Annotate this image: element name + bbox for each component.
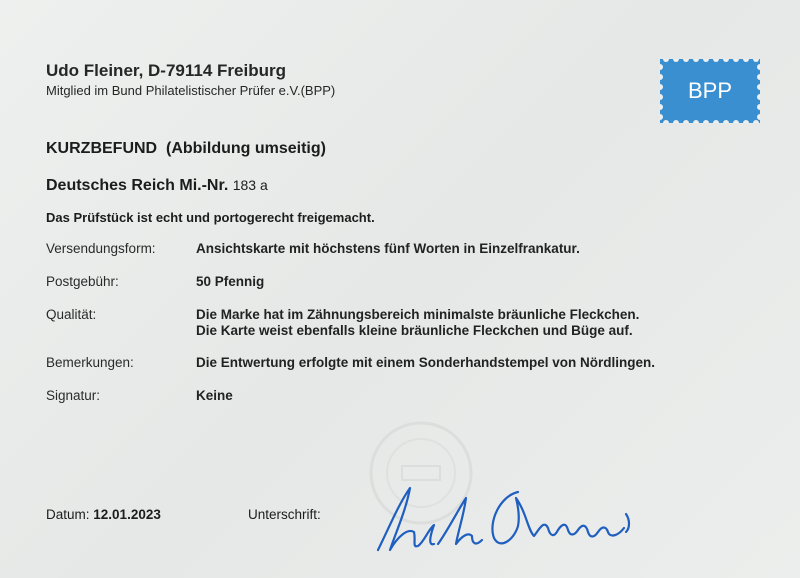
issuer-name: Udo Fleiner, D-79114 Freiburg <box>46 61 286 80</box>
issuer-membership: Mitglied im Bund Philatelistischer Prüfer e.V.(BPP) <box>46 83 336 98</box>
field-label-qualitaet: Qualität: <box>46 307 97 322</box>
date-label: Datum: <box>46 507 90 522</box>
verdict-text: Das Prüfstück ist echt und portogerecht freigemacht. <box>46 210 375 225</box>
field-value-qualitaet-line2: Die Karte weist ebenfalls kleine bräunliche Fleckchen und Büge auf. <box>196 323 633 338</box>
bpp-logo-text: BPP <box>687 78 733 103</box>
stamp-number: 183 a <box>232 177 268 193</box>
date-field <box>46 507 161 522</box>
signature-label: Unterschrift: <box>248 507 321 522</box>
handwritten-signature <box>368 470 648 565</box>
field-label-postgebuehr: Postgebühr: <box>46 274 119 289</box>
document-title: KURZBEFUND (Abbildung umseitig) <box>46 140 326 157</box>
field-value-qualitaet-line1: Die Marke hat im Zähnungsbereich minimalste bräunliche Fleckchen. <box>196 307 640 322</box>
stamp-identification <box>46 177 268 195</box>
bpp-logo <box>660 59 760 123</box>
stamp-catalog: Deutsches Reich Mi.-Nr. <box>46 177 229 194</box>
field-value-bemerkungen: Die Entwertung erfolgte mit einem Sonderhandstempel von Nördlingen. <box>196 355 656 370</box>
field-label-versendungsform: Versendungsform: <box>46 241 156 256</box>
field-label-signatur: Signatur: <box>46 388 101 403</box>
field-label-bemerkungen: Bemerkungen: <box>46 355 134 370</box>
field-value-signatur: Keine <box>196 388 233 403</box>
field-value-versendungsform: Ansichtskarte mit höchstens fünf Worten in Einzelfrankatur. <box>196 241 580 256</box>
field-value-postgebuehr: 50 Pfennig <box>196 274 265 289</box>
date-value: 12.01.2023 <box>93 507 161 522</box>
